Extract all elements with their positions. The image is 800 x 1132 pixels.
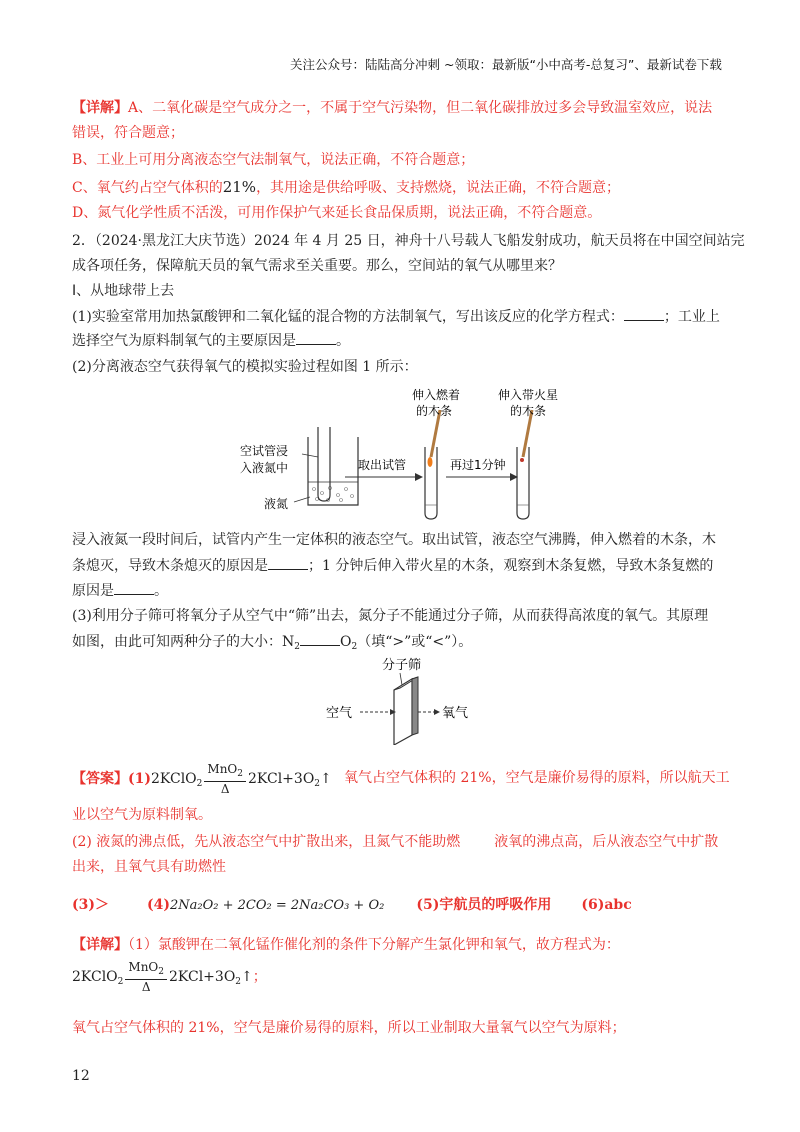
detail-c — [72, 177, 620, 198]
q3-text-b: O — [339, 634, 352, 650]
answer2-line1 — [72, 832, 718, 852]
detail-d: D、氮气化学性质不活泼，可用作保护气来延长食品保质期，说法正确，不符合题意。 — [72, 205, 602, 221]
d2-eq-o2-sub: 2 — [235, 977, 242, 987]
answer-line3 — [72, 895, 632, 916]
detail-tag: 【详解】 — [72, 100, 128, 116]
label-tube2: 入液氮中 — [240, 461, 289, 475]
q1-blank-2 — [296, 330, 336, 345]
label-ln2: 液氮 — [264, 497, 289, 511]
q3-text-c: （填“>”或“<”）。 — [357, 634, 473, 650]
d2-eq-cat-sub: 2 — [158, 967, 164, 977]
eq-left: 2KClO — [151, 771, 197, 787]
q3-text-a: 如图，由此可知两种分子的大小：N — [72, 634, 295, 650]
q2-text3 — [72, 580, 168, 601]
oxygen-label: 氧气 — [442, 706, 469, 721]
sieve-title: 分子筛 — [382, 658, 422, 673]
eq-up-arrow: ↑ — [320, 771, 332, 787]
q1-blank-1 — [624, 306, 664, 321]
q2-text3b: 。 — [154, 583, 168, 599]
eq-sub: 2 — [196, 779, 203, 789]
figure-1 — [220, 385, 580, 525]
answer3: (3)＞ — [72, 897, 109, 913]
burning-splint — [428, 410, 441, 467]
detail-a-line1 — [72, 98, 712, 118]
arrow-1-head — [415, 473, 423, 481]
detail2-text: （1）氯酸钾在二氧化锰作催化剂的条件下分解产生氯化钾和氧气，故方程式为： — [128, 937, 620, 953]
answer6: (6)abc — [581, 897, 632, 913]
q1-line1 — [72, 306, 720, 327]
label-tube: 空试管浸 — [240, 444, 289, 458]
d2-eq-heat: Δ — [141, 980, 151, 994]
q3-line1: (3)利用分子筛可将氧分子从空气中“筛”出去，氮分子不能通过分子筛，从而获得高浓度的氧气。其原理 — [72, 608, 709, 624]
spark-label: 伸入带火星 — [498, 388, 559, 402]
q2-line: (2)分离液态空气获得氧气的模拟实验过程如图 1 所示： — [72, 359, 418, 375]
eq-right: 2KCl+3O — [248, 771, 315, 787]
answer4-eq: 2Na₂O₂ + 2CO₂ = 2Na₂CO₃ + O₂ — [170, 898, 385, 913]
q2-blank-1 — [268, 555, 308, 570]
eq-catalyst: MnO — [207, 762, 238, 776]
q3-line2 — [72, 631, 472, 657]
detail2-last: 氧气占空气体积的 21%，空气是廉价易得的原料，所以工业制取大量氧气以空气为原料； — [72, 1020, 626, 1036]
d2-eq-left: 2KClO — [72, 969, 118, 985]
d2-eq-up: ↑ — [241, 969, 253, 985]
answer2-a: (2) 液氮的沸点低，先从液态空气中扩散出来，且氮气不能助燃 — [72, 834, 461, 850]
q1-text-c: 选择空气为原料制氧气的主要原因是 — [72, 333, 296, 349]
detail-c-pct: 21% — [222, 178, 257, 196]
part-i-title: Ⅰ、从地球带上去 — [72, 283, 175, 299]
q2-text2a: 条熄灭，导致木条熄灭的原因是 — [72, 558, 268, 574]
detail2-equation — [72, 960, 267, 999]
q2-text2b: ；1 分钟后伸入带火星的木条，观察到木条复燃，导致木条复燃的 — [308, 558, 714, 574]
d2-end: ； — [252, 969, 267, 985]
q2-text1: 浸入液氮一段时间后，试管内产生一定体积的液态空气。取出试管，液态空气沸腾，伸入燃着的木条，木 — [72, 532, 716, 548]
eq-heat: Δ — [220, 782, 230, 796]
answer2-line2: 出来，且氧气具有助燃性 — [72, 859, 226, 875]
d2-eq-right: 2KCl+3O — [169, 969, 236, 985]
n2-subscript: 2 — [294, 642, 300, 652]
arrow-2-label: 再过1分钟 — [450, 458, 506, 472]
burning-label: 伸入燃着 — [412, 388, 461, 402]
q2-blank-2 — [114, 580, 154, 595]
detail-b: B、工业上可用分离液态空气法制氧气，说法正确，不符合题意； — [72, 152, 475, 168]
question-line2: 成各项任务，保障航天员的氧气需求至关重要。那么，空间站的氧气从哪里来？ — [72, 258, 562, 274]
d2-eq-catalyst: MnO — [128, 960, 159, 974]
detail-c-post: ，其用途是供给呼吸、支持燃烧，说法正确，不符合题意； — [256, 180, 621, 196]
answer1-text: 氧气占空气体积的 21%，空气是廉价易得的原料，所以航天工 — [344, 770, 730, 786]
question-line1: 2．（2024·黑龙江大庆节选）2024 年 4 月 25 日，神舟十八号载人飞船发射成功，航天员将在中国空间站完 — [72, 233, 745, 249]
answer-line1 — [72, 762, 332, 801]
air-label: 空气 — [326, 706, 353, 721]
d2-eq-condition — [125, 960, 167, 994]
answer-tag: 【答案】 — [72, 771, 128, 787]
leader-line — [302, 454, 318, 457]
detail2-tag: 【详解】 — [72, 937, 128, 953]
spark-label2: 的木条 — [510, 404, 547, 418]
o2-subscript: 2 — [351, 642, 358, 652]
answer-part1: (1) — [128, 771, 151, 787]
beaker — [308, 437, 358, 505]
q1-text-a: (1)实验室常用加热氯酸钾和二氧化锰的混合物的方法制氧气，写出该反应的化学方程式： — [72, 309, 624, 325]
eq-cat-sub: 2 — [237, 769, 243, 779]
detail2-line1 — [72, 935, 620, 955]
q1-text-b: ；工业上 — [663, 309, 720, 325]
eq-o2-sub: 2 — [314, 779, 321, 789]
figure-2 — [320, 655, 490, 745]
burning-label2: 的木条 — [416, 404, 453, 418]
sieve-leader — [400, 673, 402, 685]
test-tube-in-beaker — [318, 427, 330, 501]
q1-text-d: 。 — [336, 333, 350, 349]
page-number: 12 — [72, 1068, 90, 1084]
answer4: (4) — [147, 897, 170, 913]
q2-text3a: 原因是 — [72, 583, 114, 599]
page-header: 关注公众号：陆陆高分冲刺 ~领取：最新版“小中高考-总复习”、最新试卷下载 — [290, 57, 722, 72]
arrow-1-label: 取出试管 — [358, 458, 407, 472]
detail-c-pre: C、氧气约占空气体积的 — [72, 180, 223, 196]
detail-a-line2: 错误，符合题意； — [72, 125, 184, 141]
eq-condition — [204, 762, 246, 796]
molecular-sieve — [394, 677, 418, 745]
oxygen-arrow-head — [434, 709, 440, 715]
test-tube-3 — [517, 447, 529, 519]
answer5: (5)宇航员的呼吸作用 — [416, 897, 552, 913]
answer2-b: 液氧的沸点高，后从液态空气中扩散 — [494, 834, 719, 850]
q1-line2 — [72, 330, 350, 351]
answer1-text2: 业以空气为原料制氧。 — [72, 807, 212, 823]
q3-blank — [300, 631, 340, 646]
q2-text2 — [72, 555, 713, 576]
d2-eq-sub: 2 — [117, 977, 124, 987]
detail-a-text: A、二氧化碳是空气成分之一，不属于空气污染物，但二氧化碳排放过多会导致温室效应，说法 — [128, 100, 713, 116]
